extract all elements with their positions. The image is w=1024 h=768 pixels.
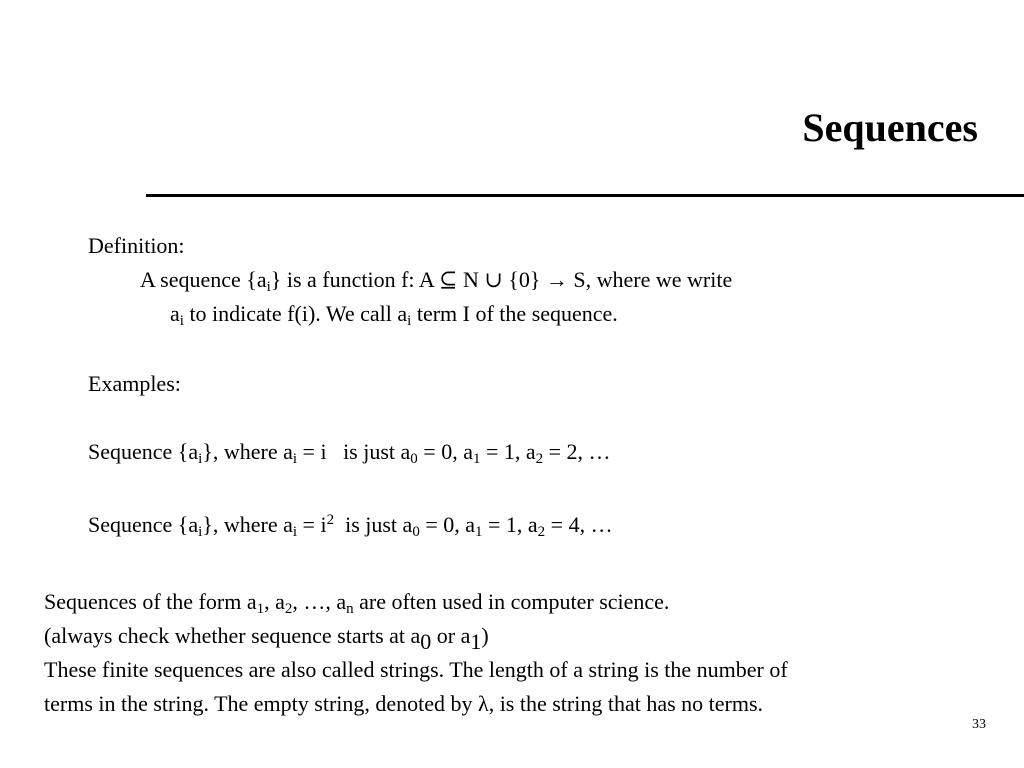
subscript: 0	[410, 451, 418, 467]
subscript: 2	[535, 451, 544, 467]
text: to indicate f(i). We call a	[183, 301, 408, 326]
title-divider	[146, 194, 1024, 197]
text: S, where we write	[573, 267, 733, 292]
text: N	[462, 267, 479, 292]
subscript: i	[407, 313, 412, 329]
subscript: n	[346, 601, 354, 617]
text: A sequence {a	[140, 267, 267, 292]
text: }, where a	[202, 439, 293, 464]
example-2	[88, 507, 613, 545]
subscript: i	[179, 313, 184, 329]
page-number: 33	[972, 717, 986, 732]
superscript: 2	[326, 512, 335, 528]
subseteq-symbol: ⊆	[439, 267, 458, 292]
union-symbol: ∪	[484, 267, 503, 292]
definition-heading: Definition:	[88, 233, 185, 258]
text: is just a	[334, 512, 413, 537]
text: } is a function f: A	[270, 267, 434, 292]
text: Sequence {a	[88, 439, 199, 464]
subscript: 0	[412, 524, 420, 540]
text: )	[481, 623, 489, 648]
subscript: i	[198, 451, 203, 467]
subscript: i	[292, 451, 298, 467]
subscript: 2	[537, 524, 546, 540]
examples-heading: Examples:	[88, 371, 181, 396]
subscript: 2	[284, 601, 293, 617]
note-line-4: terms in the string. The empty string, denoted by λ, is the string that has no terms.	[44, 691, 764, 716]
text: or a	[431, 623, 471, 648]
note-line-1	[44, 589, 669, 622]
subscript: 0	[420, 629, 432, 654]
text: = i is just a	[297, 439, 411, 464]
text: are often used in computer science.	[353, 589, 670, 614]
definition-line-1	[140, 267, 732, 300]
text: = i	[297, 512, 327, 537]
definition-line-2	[170, 301, 618, 334]
subscript: 1	[256, 601, 265, 617]
text: = 1, a	[480, 439, 536, 464]
subscript: i	[198, 524, 203, 540]
text: Sequence {a	[88, 512, 199, 537]
text: Sequences of the form a	[44, 589, 257, 614]
text: term I of the sequence.	[411, 301, 618, 326]
text: a	[170, 301, 180, 326]
note-line-3: These finite sequences are also called strings. The length of a string is the number of	[44, 657, 788, 682]
example-1	[88, 439, 611, 472]
text: {0}	[508, 267, 541, 292]
slide-title: Sequences	[802, 105, 978, 150]
text: = 0, a	[417, 439, 473, 464]
subscript: 1	[474, 524, 483, 540]
text: = 0, a	[419, 512, 475, 537]
subscript: i	[292, 524, 298, 540]
text: = 1, a	[482, 512, 538, 537]
subscript: 1	[470, 629, 482, 654]
note-line-2	[44, 623, 489, 655]
text: = 2, …	[543, 439, 611, 464]
text: , a	[264, 589, 285, 614]
arrow-symbol: →	[545, 267, 568, 292]
text: }, where a	[202, 512, 293, 537]
text: , …, a	[292, 589, 347, 614]
subscript: 1	[472, 451, 481, 467]
text: (always check whether sequence starts at a	[44, 623, 421, 648]
text: = 4, …	[545, 512, 613, 537]
subscript: i	[266, 279, 271, 295]
